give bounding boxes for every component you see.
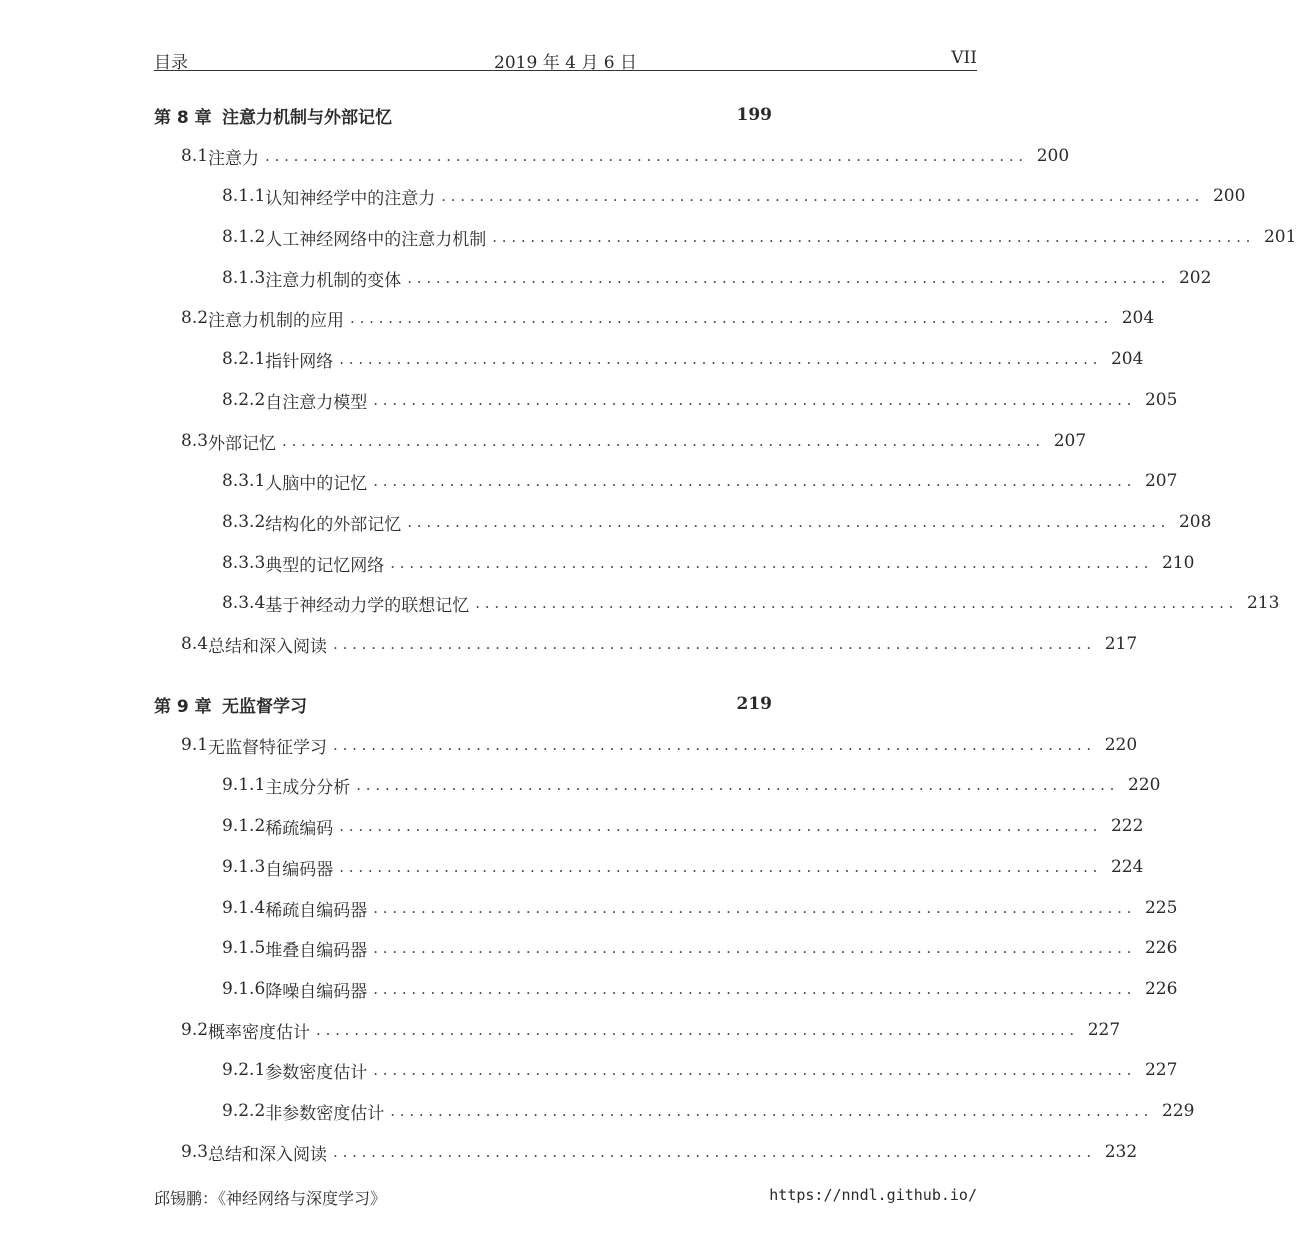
chapter-title: 注意力机制与外部记忆 xyxy=(222,107,392,128)
entry-number: 8.3.3 xyxy=(222,553,266,573)
entry-title: 自注意力模型 xyxy=(265,392,368,413)
leader-dots: . . . . . . . . . . . . . . . . . . . . . . . . . . . . . . . . . . . . . . . . . . . . . . . . . . . . . . . . . . . . . . . . . . . . . . . . . . . . . . . . xyxy=(373,472,1132,490)
leader-dots: . . . . . . . . . . . . . . . . . . . . . . . . . . . . . . . . . . . . . . . . . . . . . . . . . . . . . . . . . . . . . . . . . . . . . . . . . . . . . . . . xyxy=(333,736,1092,754)
leader-dots: . . . . . . . . . . . . . . . . . . . . . . . . . . . . . . . . . . . . . . . . . . . . . . . . . . . . . . . . . . . . . . . . . . . . . . . . . . . . . . . . xyxy=(492,228,1251,246)
leader-dots: . . . . . . . . . . . . . . . . . . . . . . . . . . . . . . . . . . . . . . . . . . . . . . . . . . . . . . . . . . . . . . . . . . . . . . . . . . . . . . . . xyxy=(373,939,1132,957)
entry-number: 8.1.2 xyxy=(222,227,266,247)
chapter-entry[interactable] xyxy=(154,692,772,716)
entry-page: 220 xyxy=(1127,775,1161,795)
entry-title: 人工神经网络中的注意力机制 xyxy=(265,229,487,250)
entry-number: 9.1.1 xyxy=(222,775,266,795)
entry-page: 200 xyxy=(1212,186,1246,206)
subsection-entry[interactable] xyxy=(222,266,1212,291)
entry-page: 207 xyxy=(1144,471,1178,491)
entry-page: 227 xyxy=(1144,1060,1178,1080)
entry-page: 227 xyxy=(1087,1020,1121,1040)
leader-dots: . . . . . . . . . . . . . . . . . . . . . . . . . . . . . . . . . . . . . . . . . . . . . . . . . . . . . . . . . . . . . . . . . . . . . . . . . . . . . . . . xyxy=(339,858,1098,876)
subsection-entry[interactable] xyxy=(222,896,1178,921)
entry-title: 总结和深入阅读 xyxy=(208,636,328,657)
entry-title: 概率密度估计 xyxy=(208,1022,311,1043)
entry-title: 无监督特征学习 xyxy=(208,737,328,758)
leader-dots: . . . . . . . . . . . . . . . . . . . . . . . . . . . . . . . . . . . . . . . . . . . . . . . . . . . . . . . . . . . . . . . . . . . . . . . . . . . . . . . . xyxy=(441,187,1200,205)
chapter-number: 第 8 章 xyxy=(154,107,212,128)
entry-number: 8.3 xyxy=(181,431,209,451)
footer-book-title: 邱锡鹏：《神经网络与深度学习》 xyxy=(154,1189,387,1208)
entry-number: 8.1 xyxy=(181,146,209,166)
entry-number: 9.2.1 xyxy=(222,1060,266,1080)
page-footer xyxy=(154,1184,977,1210)
subsection-entry[interactable] xyxy=(222,936,1178,961)
entry-page: 204 xyxy=(1121,308,1155,328)
subsection-entry[interactable] xyxy=(222,469,1178,494)
leader-dots: . . . . . . . . . . . . . . . . . . . . . . . . . . . . . . . . . . . . . . . . . . . . . . . . . . . . . . . . . . . . . . . . . . . . . . . . . . . . . . . . xyxy=(373,899,1132,917)
entry-title: 自编码器 xyxy=(265,859,334,880)
header-section-label: 目录 xyxy=(154,53,188,73)
leader-dots: . . . . . . . . . . . . . . . . . . . . . . . . . . . . . . . . . . . . . . . . . . . . . . . . . . . . . . . . . . . . . . . . . . . . . . . . . . . . . . . . xyxy=(373,980,1132,998)
chapter-number: 第 9 章 xyxy=(154,696,212,717)
entry-page: 205 xyxy=(1144,390,1178,410)
leader-dots: . . . . . . . . . . . . . . . . . . . . . . . . . . . . . . . . . . . . . . . . . . . . . . . . . . . . . . . . . . . . . . . . . . . . . . . . . . . . . . . . xyxy=(373,1061,1132,1079)
entry-title: 注意力机制的应用 xyxy=(208,310,345,331)
leader-dots: . . . . . . . . . . . . . . . . . . . . . . . . . . . . . . . . . . . . . . . . . . . . . . . . . . . . . . . . . . . . . . . . . . . . . . . . . . . . . . . . xyxy=(373,391,1132,409)
entry-page: 210 xyxy=(1161,553,1195,573)
entry-page: 229 xyxy=(1161,1101,1195,1121)
subsection-entry[interactable] xyxy=(222,773,1161,798)
section-entry[interactable] xyxy=(181,632,1138,657)
entry-number: 8.1.3 xyxy=(222,268,266,288)
entry-page: 204 xyxy=(1110,349,1144,369)
subsection-entry[interactable] xyxy=(222,591,1280,616)
entry-number: 9.1.5 xyxy=(222,938,266,958)
leader-dots: . . . . . . . . . . . . . . . . . . . . . . . . . . . . . . . . . . . . . . . . . . . . . . . . . . . . . . . . . . . . . . . . . . . . . . . . . . . . . . . . xyxy=(265,147,1024,165)
chapter-title: 无监督学习 xyxy=(222,696,307,717)
entry-page: 222 xyxy=(1110,816,1144,836)
subsection-entry[interactable] xyxy=(222,184,1246,209)
section-entry[interactable] xyxy=(181,306,1155,331)
entry-title: 非参数密度估计 xyxy=(265,1103,385,1124)
subsection-entry[interactable] xyxy=(222,347,1144,372)
chapter-page: 199 xyxy=(736,105,772,125)
entry-number: 9.1.4 xyxy=(222,898,266,918)
leader-dots: . . . . . . . . . . . . . . . . . . . . . . . . . . . . . . . . . . . . . . . . . . . . . . . . . . . . . . . . . . . . . . . . . . . . . . . . . . . . . . . . xyxy=(316,1021,1075,1039)
entry-page: 217 xyxy=(1104,634,1138,654)
chapter-page: 219 xyxy=(736,694,772,714)
entry-title: 稀疏自编码器 xyxy=(265,900,368,921)
subsection-entry[interactable] xyxy=(222,814,1144,839)
entry-number: 8.4 xyxy=(181,634,209,654)
section-entry[interactable] xyxy=(181,1140,1138,1165)
leader-dots: . . . . . . . . . . . . . . . . . . . . . . . . . . . . . . . . . . . . . . . . . . . . . . . . . . . . . . . . . . . . . . . . . . . . . . . . . . . . . . . . xyxy=(339,817,1098,835)
leader-dots: . . . . . . . . . . . . . . . . . . . . . . . . . . . . . . . . . . . . . . . . . . . . . . . . . . . . . . . . . . . . . . . . . . . . . . . . . . . . . . . . xyxy=(333,1143,1092,1161)
header-date: 2019 年 4 月 6 日 xyxy=(494,53,637,73)
entry-page: 225 xyxy=(1144,898,1178,918)
section-entry[interactable] xyxy=(181,733,1138,758)
entry-page: 207 xyxy=(1053,431,1087,451)
entry-number: 8.2.2 xyxy=(222,390,266,410)
section-entry[interactable] xyxy=(181,1018,1121,1043)
entry-title: 外部记忆 xyxy=(208,433,277,454)
entry-page: 208 xyxy=(1178,512,1212,532)
leader-dots: . . . . . . . . . . . . . . . . . . . . . . . . . . . . . . . . . . . . . . . . . . . . . . . . . . . . . . . . . . . . . . . . . . . . . . . . . . . . . . . . xyxy=(282,432,1041,450)
entry-number: 9.1.2 xyxy=(222,816,266,836)
leader-dots: . . . . . . . . . . . . . . . . . . . . . . . . . . . . . . . . . . . . . . . . . . . . . . . . . . . . . . . . . . . . . . . . . . . . . . . . . . . . . . . . xyxy=(350,309,1109,327)
entry-title: 总结和深入阅读 xyxy=(208,1144,328,1165)
entry-title: 基于神经动力学的联想记忆 xyxy=(265,595,470,616)
footer-url[interactable]: https://nndl.github.io/ xyxy=(769,1186,977,1204)
subsection-entry[interactable] xyxy=(222,388,1178,413)
entry-number: 8.2 xyxy=(181,308,209,328)
leader-dots: . . . . . . . . . . . . . . . . . . . . . . . . . . . . . . . . . . . . . . . . . . . . . . . . . . . . . . . . . . . . . . . . . . . . . . . . . . . . . . . . xyxy=(333,635,1092,653)
subsection-entry[interactable] xyxy=(222,1099,1195,1124)
entry-page: 200 xyxy=(1036,146,1070,166)
subsection-entry[interactable] xyxy=(222,551,1195,576)
leader-dots: . . . . . . . . . . . . . . . . . . . . . . . . . . . . . . . . . . . . . . . . . . . . . . . . . . . . . . . . . . . . . . . . . . . . . . . . . . . . . . . . xyxy=(356,776,1115,794)
entry-title: 稀疏编码 xyxy=(265,818,334,839)
entry-number: 9.3 xyxy=(181,1142,209,1162)
entry-title: 堆叠自编码器 xyxy=(265,940,368,961)
entry-page: 202 xyxy=(1178,268,1212,288)
entry-number: 9.1.6 xyxy=(222,979,266,999)
leader-dots: . . . . . . . . . . . . . . . . . . . . . . . . . . . . . . . . . . . . . . . . . . . . . . . . . . . . . . . . . . . . . . . . . . . . . . . . . . . . . . . . xyxy=(475,594,1234,612)
entry-title: 结构化的外部记忆 xyxy=(265,514,402,535)
entry-number: 8.3.1 xyxy=(222,471,266,491)
entry-number: 9.2.2 xyxy=(222,1101,266,1121)
section-entry[interactable] xyxy=(181,144,1070,169)
entry-page: 220 xyxy=(1104,735,1138,755)
entry-title: 注意力机制的变体 xyxy=(265,270,402,291)
leader-dots: . . . . . . . . . . . . . . . . . . . . . . . . . . . . . . . . . . . . . . . . . . . . . . . . . . . . . . . . . . . . . . . . . . . . . . . . . . . . . . . . xyxy=(339,350,1098,368)
subsection-entry[interactable] xyxy=(222,510,1212,535)
entry-number: 8.3.4 xyxy=(222,593,266,613)
leader-dots: . . . . . . . . . . . . . . . . . . . . . . . . . . . . . . . . . . . . . . . . . . . . . . . . . . . . . . . . . . . . . . . . . . . . . . . . . . . . . . . . xyxy=(407,513,1166,531)
subsection-entry[interactable] xyxy=(222,855,1144,880)
leader-dots: . . . . . . . . . . . . . . . . . . . . . . . . . . . . . . . . . . . . . . . . . . . . . . . . . . . . . . . . . . . . . . . . . . . . . . . . . . . . . . . . xyxy=(407,269,1166,287)
entry-title: 注意力 xyxy=(208,148,260,169)
entry-number: 8.3.2 xyxy=(222,512,266,532)
header-page-number: VII xyxy=(951,48,977,68)
entry-page: 226 xyxy=(1144,979,1178,999)
entry-title: 主成分分析 xyxy=(265,777,351,798)
entry-title: 参数密度估计 xyxy=(265,1062,368,1083)
leader-dots: . . . . . . . . . . . . . . . . . . . . . . . . . . . . . . . . . . . . . . . . . . . . . . . . . . . . . . . . . . . . . . . . . . . . . . . . . . . . . . . . xyxy=(390,1102,1149,1120)
entry-page: 226 xyxy=(1144,938,1178,958)
leader-dots: . . . . . . . . . . . . . . . . . . . . . . . . . . . . . . . . . . . . . . . . . . . . . . . . . . . . . . . . . . . . . . . . . . . . . . . . . . . . . . . . xyxy=(390,554,1149,572)
section-entry[interactable] xyxy=(181,429,1087,454)
entry-title: 典型的记忆网络 xyxy=(265,555,385,576)
subsection-entry[interactable] xyxy=(222,1058,1178,1083)
entry-title: 指针网络 xyxy=(265,351,334,372)
entry-number: 8.2.1 xyxy=(222,349,266,369)
entry-page: 201 xyxy=(1263,227,1296,247)
entry-number: 8.1.1 xyxy=(222,186,266,206)
chapter-entry[interactable] xyxy=(154,103,772,127)
entry-number: 9.1.3 xyxy=(222,857,266,877)
entry-number: 9.1 xyxy=(181,735,209,755)
entry-page: 232 xyxy=(1104,1142,1138,1162)
subsection-entry[interactable] xyxy=(222,225,1296,250)
entry-title: 认知神经学中的注意力 xyxy=(265,188,436,209)
entry-page: 213 xyxy=(1246,593,1280,613)
entry-title: 人脑中的记忆 xyxy=(265,473,368,494)
entry-number: 9.2 xyxy=(181,1020,209,1040)
entry-page: 224 xyxy=(1110,857,1144,877)
subsection-entry[interactable] xyxy=(222,977,1178,1002)
entry-title: 降噪自编码器 xyxy=(265,981,368,1002)
